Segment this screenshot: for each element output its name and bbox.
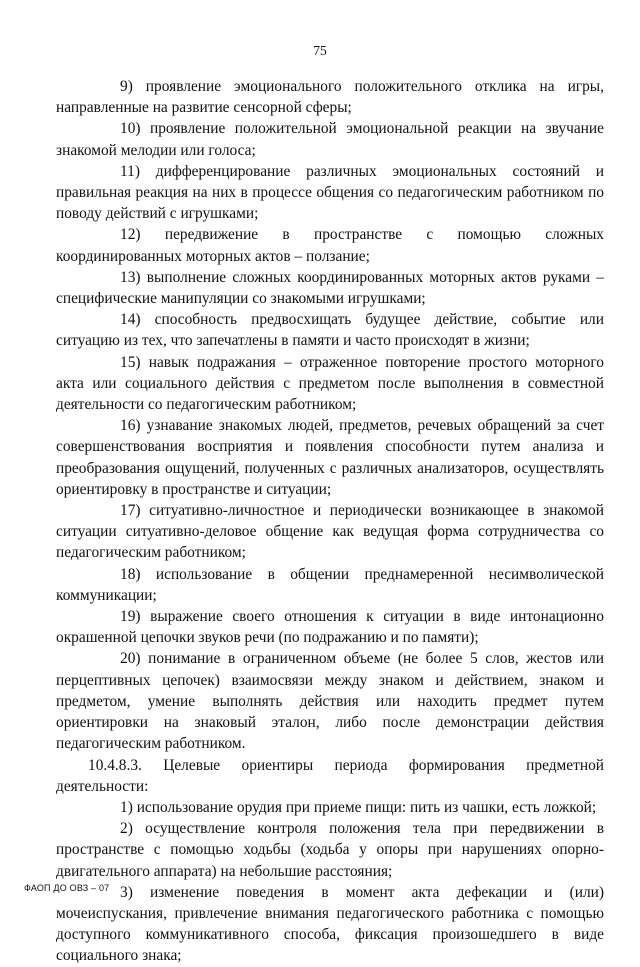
list-item-number: 14) (120, 311, 141, 329)
list-item (56, 648, 604, 754)
list-item-text: проявление положительной эмоциональной реакции на звучание знакомой мелодии или голоса; (56, 120, 604, 159)
list-item-text: выражение своего отношения к ситуации в виде интонационно окрашенной цепочки звуков речи (по подражанию и по памяти); (56, 608, 604, 647)
list-item-text: осуществление контроля положения тела при передвижении в пространстве с помощью ходьбы (ходьба у опоры при нарушениях опорно-двигательного аппарата) на небольшие расстояния; (56, 820, 604, 880)
list-item-number: 1) (120, 798, 133, 816)
list-item-text: использование орудия при приеме пищи: пить из чашки, есть ложкой; (136, 798, 597, 816)
list-item (56, 500, 604, 564)
list-item (56, 415, 604, 500)
list-item-text: дифференцирование различных эмоциональных состояний и правильная реакция на них в процессе общения со педагогическим работником по поводу действий с игрушками; (56, 162, 604, 223)
list-item-text: понимание в ограниченном объеме (не более 5 слов, жестов или перцептивных цепочек) взаимосвязи между знаком и действием, знаком и предметом, умение выполнять действия или находить предмет путем ориентировки на знаковый эталон, либо после демонстрации действия педагогическим работником. (56, 650, 604, 753)
list-item (56, 818, 604, 882)
list-item-number: 17) (120, 502, 141, 520)
page-number: 75 (313, 43, 327, 58)
list-item-text: способность предвосхищать будущее действие, событие или ситуацию из тех, что запечатлены в памяти и часто происходят в жизни; (56, 311, 604, 350)
list-item-number: 12) (120, 226, 141, 244)
list-item (56, 161, 604, 225)
list-item-number: 13) (120, 268, 141, 286)
list-item-number: 18) (120, 565, 141, 583)
list-item (56, 352, 604, 416)
list-item-number: 11) (120, 162, 140, 180)
list-item-text: ситуативно-личностное и периодически возникающее в знакомой ситуации ситуативно-деловое общение как ведущая форма сотрудничества со педагогическим работником; (56, 502, 604, 562)
list-item-text: передвижение в пространстве с помощью сложных координированных моторных актов – ползание; (56, 226, 604, 265)
section-heading (56, 755, 604, 797)
list-item-number: 2) (120, 820, 133, 838)
list-item-text: проявление эмоционального положительного отклика на игры, направленные на развитие сенсорной сферы; (56, 78, 604, 117)
list-item-number: 3) (120, 883, 133, 901)
list-item (56, 564, 604, 606)
list-item (56, 76, 604, 118)
list-item-text: использование в общении преднамеренной несимволической коммуникации; (56, 565, 604, 604)
list-item-text: узнавание знакомых людей, предметов, речевых обращений за счет совершенствования восприятия и появления способности путем анализа и преобразования ощущений, полученных с различных анализаторов, осуществлять ориентировку в пространстве и ситуации; (56, 417, 604, 498)
list-item (56, 882, 604, 967)
footer-code: ФАОП ДО ОВЗ – 07 (24, 883, 110, 893)
section-heading-text: 10.4.8.3. Целевые ориентиры периода формирования предметной деятельности: (56, 756, 604, 795)
list-item (56, 309, 604, 351)
list-item-text: навык подражания – отраженное повторение простого моторного акта или социального действия с предметом после выполнения в совместной деятельности со педагогическим работником; (56, 353, 604, 414)
list-item (56, 606, 604, 648)
list-item-text: выполнение сложных координированных моторных актов руками – специфические манипуляции со знакомыми игрушками; (56, 268, 604, 308)
list-item-number: 16) (120, 417, 141, 435)
list-item-number: 19) (120, 608, 141, 626)
list-item (56, 797, 604, 818)
list-item-text: изменение поведения в момент акта дефекации и (или) мочеиспускания, привлечение внимания педагогического работника с помощью доступного коммуникативного способа, фиксация произошедшего в виде социального знака; (56, 883, 604, 965)
list-item-number: 15) (120, 353, 141, 371)
list-item (56, 118, 604, 160)
list-item (56, 267, 604, 309)
list-item (56, 224, 604, 266)
document-body (56, 76, 604, 967)
list-item-number: 10) (120, 120, 141, 138)
list-item-number: 9) (120, 78, 133, 95)
list-item-number: 20) (120, 650, 141, 668)
